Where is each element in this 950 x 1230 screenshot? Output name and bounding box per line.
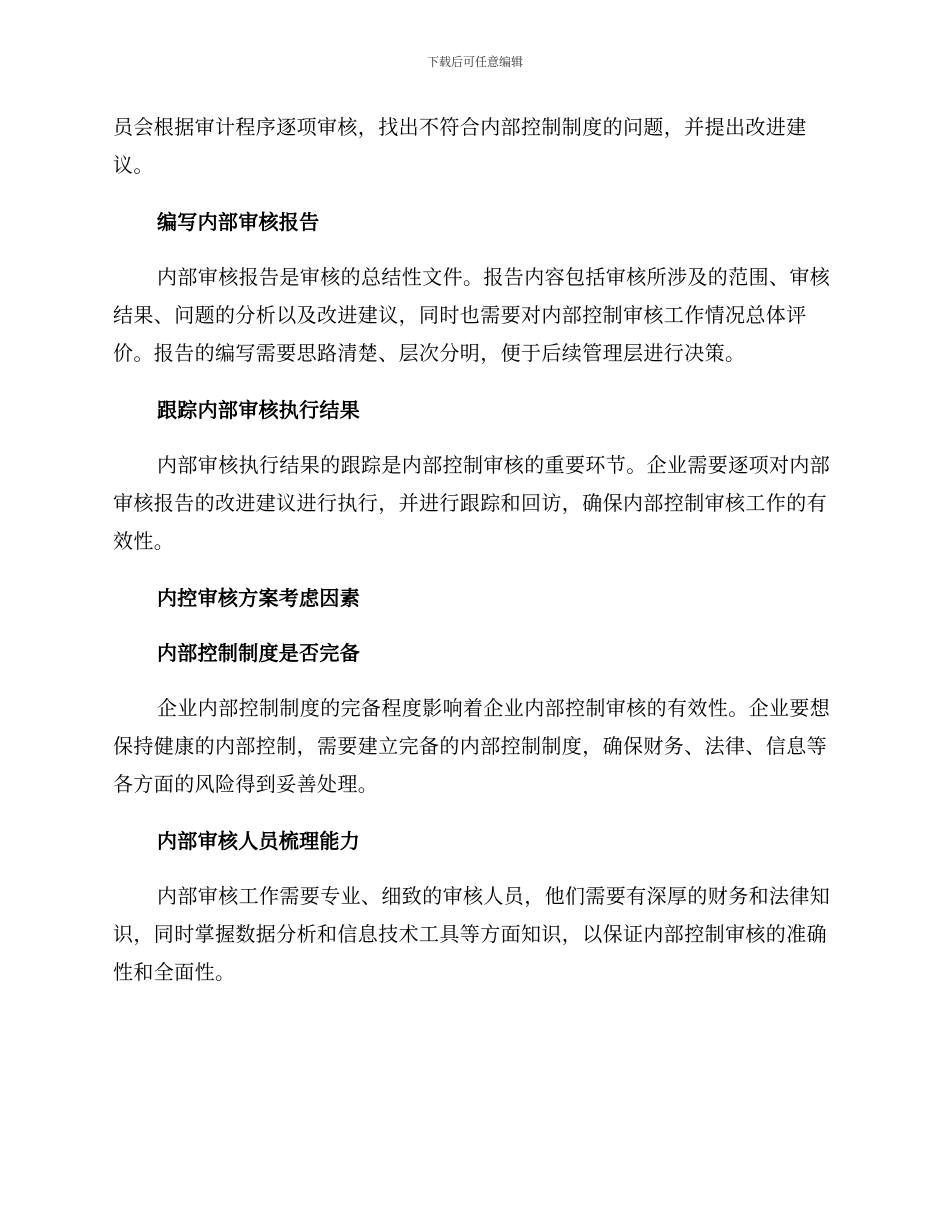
section-heading-write-report: 编写内部审核报告 [157,210,320,234]
paragraph-continued: 员会根据审计程序逐项审核，找出不符合内部控制制度的问题，并提出改进建议。 [113,115,807,177]
paragraph-staff: 内部审核工作需要专业、细致的审核人员，他们需要有深厚的财务和法律知识，同时掌握数据分析和信息技术工具等方面知识，以保证内部控制审核的准确性和全面性。 [113,884,831,984]
section-heading-track-results: 跟踪内部审核执行结果 [157,398,360,422]
document-body [113,108,837,1010]
section-heading-factors: 内控审核方案考虑因素 [157,586,360,610]
paragraph-system: 企业内部控制制度的完备程度影响着企业内部控制审核的有效性。企业要想保持健康的内部控制，需要建立完备的内部控制制度，确保财务、法律、信息等各方面的风险得到妥善处理。 [113,696,831,796]
page-header-note: 下载后可任意编辑 [426,55,523,69]
paragraph-report: 内部审核报告是审核的总结性文件。报告内容包括审核所涉及的范围、审核结果、问题的分析以及改进建议，同时也需要对内部控制审核工作情况总体评价。报告的编写需要思路清楚、层次分明，便于后续管理层进行决策。 [113,265,831,365]
section-heading-staff-ability: 内部审核人员梳理能力 [157,829,360,853]
section-heading-system-complete: 内部控制制度是否完备 [157,641,360,665]
paragraph-track: 内部审核执行结果的跟踪是内部控制审核的重要环节。企业需要逐项对内部审核报告的改进建议进行执行，并进行跟踪和回访，确保内部控制审核工作的有效性。 [113,453,831,553]
